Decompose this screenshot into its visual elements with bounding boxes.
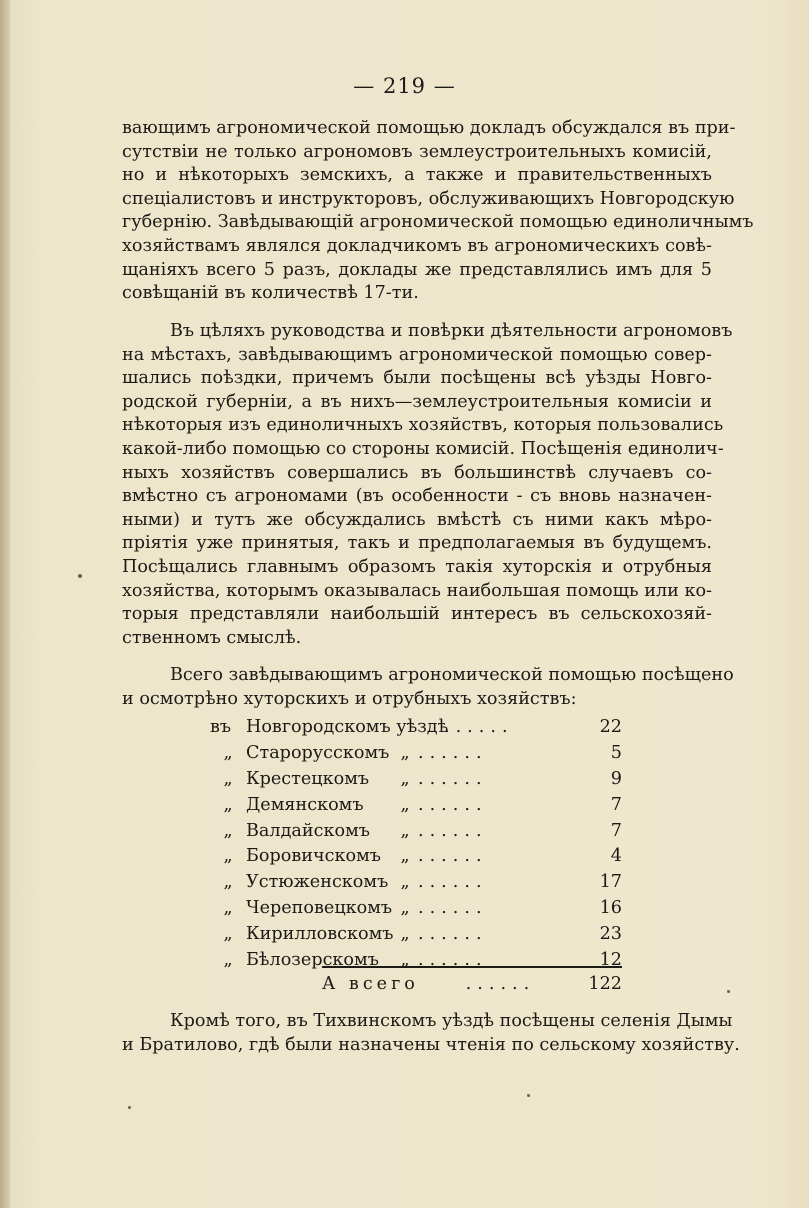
- leader-dots: ......: [418, 950, 488, 971]
- district-value: 22: [599, 717, 622, 737]
- ditto-mark: „: [223, 768, 233, 789]
- leader-dots: ......: [418, 794, 488, 815]
- ditto-mark: „: [400, 924, 410, 945]
- text-line: сутствіи не только агрономовъ землеустроительныхъ комисій,: [122, 141, 712, 162]
- text-line: вмѣстно съ агрономами (въ особенности - съ вновь назначен-: [122, 486, 712, 507]
- text-line: на мѣстахъ, завѣдывающимъ агрономической помощью совер-: [122, 344, 712, 365]
- text-line: щаніяхъ всего 5 разъ, доклады же представлялись имъ для 5: [122, 259, 712, 280]
- text-line: вающимъ агрономической помощью докладъ обсуждался въ при-: [122, 118, 736, 138]
- ditto-mark: „: [223, 950, 233, 971]
- text-line: Въ цѣляхъ руководства и повѣрки дѣятельности агрономовъ: [170, 321, 733, 341]
- district-name: Бѣлозерскомъ: [246, 950, 379, 971]
- text-line: хозяйства, которымъ оказывалась наибольшая помощь или ко-: [122, 580, 712, 601]
- district-name: Новгородскомъ уѣздѣ: [246, 717, 449, 737]
- paper-speck: [727, 990, 730, 993]
- leader-dots: ......: [418, 872, 488, 893]
- district-value: 17: [599, 872, 622, 893]
- district-value: 23: [599, 924, 622, 945]
- district-value: 4: [610, 846, 622, 867]
- book-spine-shadow: [0, 0, 10, 1208]
- text-line: шались поѣздки, причемъ были посѣщены всѣ уѣзды Новго-: [122, 368, 712, 389]
- leader-dots: ......: [418, 742, 488, 763]
- total-label: А всего: [322, 974, 419, 994]
- paragraph-3: [122, 664, 734, 711]
- table-row: [210, 793, 622, 819]
- text-line: пріятія уже принятыя, такъ и предполагаемыя въ будущемъ.: [122, 533, 712, 554]
- district-value: 7: [610, 794, 622, 815]
- ditto-mark: „: [223, 794, 233, 815]
- ditto-mark: „: [400, 794, 410, 815]
- leader-dots: ......: [418, 924, 488, 945]
- text-line: и осмотрѣно хуторскихъ и отрубныхъ хозяйствъ:: [122, 688, 577, 709]
- ditto-mark: „: [223, 846, 233, 867]
- total-rule: [322, 966, 622, 968]
- text-line: спеціалистовъ и инструкторовъ, обслуживающихъ Новгородскую: [122, 188, 735, 209]
- ditto-mark: „: [223, 924, 233, 945]
- table-row: [210, 767, 622, 793]
- table-row: [210, 741, 622, 767]
- district-value: 5: [610, 742, 622, 763]
- paper-speck: [527, 1094, 530, 1097]
- leader-dots: ......: [418, 820, 488, 841]
- ditto-mark: „: [223, 872, 233, 893]
- districts-table: [210, 715, 622, 974]
- district-value: 7: [610, 820, 622, 841]
- table-row: [210, 715, 622, 741]
- table-row: [210, 844, 622, 870]
- ditto-mark: „: [400, 768, 410, 789]
- table-row: [210, 896, 622, 922]
- district-name: Кирилловскомъ: [246, 924, 394, 945]
- leader-dots: ......: [465, 974, 536, 994]
- ditto-mark: „: [400, 950, 410, 971]
- ditto-mark: „: [400, 898, 410, 919]
- page-number: — 219 —: [353, 74, 456, 98]
- text-line: Кромѣ того, въ Тихвинскомъ уѣздѣ посѣщены селенія Дымы: [170, 1011, 733, 1031]
- district-value: 12: [599, 950, 622, 971]
- district-name: Череповецкомъ: [246, 898, 393, 919]
- leader-dots: ......: [418, 768, 488, 789]
- text-line: но и нѣкоторыхъ земскихъ, а также и правительственныхъ: [122, 165, 712, 186]
- text-line: Посѣщались главнымъ образомъ такія хуторскія и отрубныя: [122, 556, 712, 577]
- ditto-mark: „: [400, 742, 410, 763]
- text-line: хозяйствамъ являлся докладчикомъ въ агрономическихъ совѣ-: [122, 235, 712, 256]
- ditto-mark: „: [400, 872, 410, 893]
- table-row: [210, 948, 622, 974]
- text-line: Всего завѣдывающимъ агрономической помощью посѣщено: [170, 665, 734, 685]
- leader-dots: ......: [444, 717, 514, 737]
- table-row: [210, 870, 622, 896]
- paragraph-2: [122, 320, 733, 650]
- text-line: торыя представляли наибольшій интересъ въ сельскохозяй-: [122, 604, 712, 625]
- district-name: Крестецкомъ: [246, 768, 370, 789]
- district-name: Старорусскомъ: [246, 742, 390, 763]
- paragraph-4: [122, 1010, 740, 1057]
- text-line: совѣщаній въ количествѣ 17-ти.: [122, 283, 419, 304]
- leader-dots: ......: [418, 898, 488, 919]
- text-line: нѣкоторыя изъ единоличныхъ хозяйствъ, которыя пользовались: [122, 415, 724, 436]
- paper-speck: [128, 1106, 131, 1109]
- district-name: Устюженскомъ: [246, 872, 389, 893]
- district-value: 16: [599, 898, 622, 919]
- text-line: ными) и тутъ же обсуждались вмѣстѣ съ ними какъ мѣро-: [122, 509, 712, 530]
- paper-speck: [78, 574, 82, 578]
- ditto-mark: „: [223, 898, 233, 919]
- total-row: [322, 972, 622, 996]
- text-line: и Братилово, гдѣ были назначены чтенія по сельскому хозяйству.: [122, 1034, 740, 1055]
- text-line: губернію. Завѣдывающій агрономической помощью единоличнымъ: [122, 212, 754, 233]
- district-name: Демянскомъ: [246, 794, 364, 815]
- text-line: родской губерніи, а въ нихъ—землеустроительныя комисіи и: [122, 391, 712, 412]
- total-value: 122: [588, 974, 622, 994]
- text-line: какой-либо помощью со стороны комисій. Посѣщенія единолич-: [122, 438, 724, 459]
- ditto-mark: „: [400, 846, 410, 867]
- text-line: ственномъ смыслѣ.: [122, 627, 302, 648]
- text-line: ныхъ хозяйствъ совершались въ большинствѣ случаевъ со-: [122, 462, 712, 483]
- row-prefix: въ: [210, 717, 232, 737]
- district-name: Валдайскомъ: [246, 820, 370, 841]
- table-row: [210, 922, 622, 948]
- table-row: [210, 819, 622, 845]
- ditto-mark: „: [223, 742, 233, 763]
- leader-dots: ......: [418, 846, 488, 867]
- district-name: Боровичскомъ: [246, 846, 381, 867]
- ditto-mark: „: [400, 820, 410, 841]
- district-value: 9: [610, 768, 622, 789]
- ditto-mark: „: [223, 820, 233, 841]
- paragraph-1: [122, 117, 754, 306]
